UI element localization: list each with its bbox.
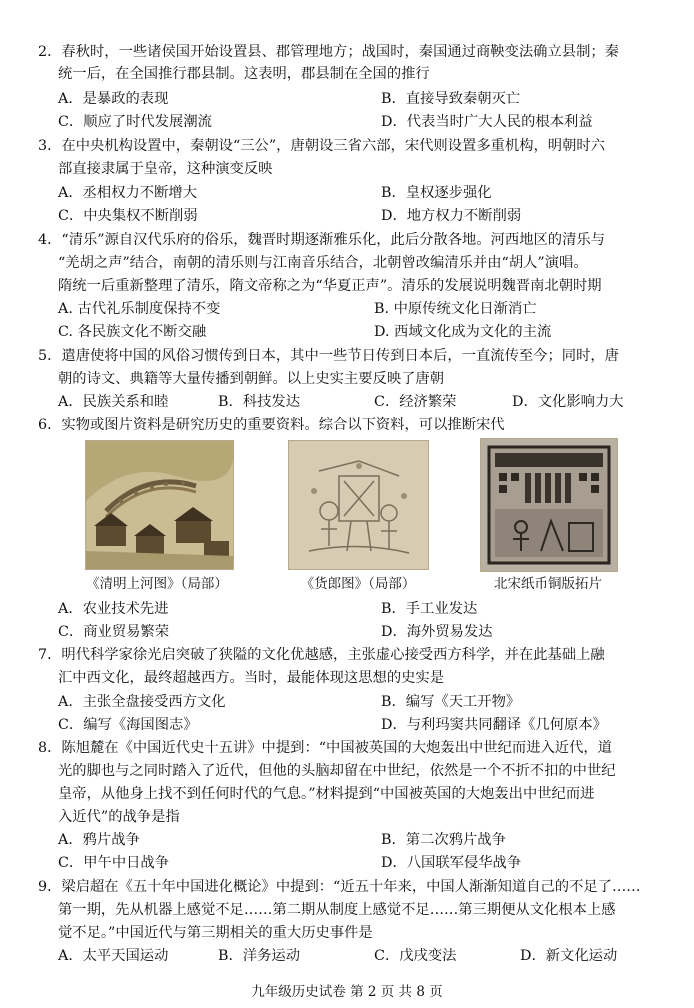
question-4-option-a: A. 古代礼乐制度保持不变	[58, 301, 221, 317]
question-5-option-c: C．经济繁荣	[374, 394, 457, 410]
question-5-option-d: D．文化影响力大	[512, 394, 624, 410]
question-3-option-a: A．丞相权力不断增大	[58, 185, 197, 201]
question-5-option-b: B．科技发达	[218, 394, 300, 410]
question-9-option-a: A．太平天国运动	[58, 948, 169, 964]
question-3-option-d: D．地方权力不断削弱	[381, 208, 522, 224]
question-2-line-1: 2．春秋时，一些诸侯国开始设置县、郡管理地方；战国时，秦国通过商鞅变法确立县制；秦	[38, 44, 619, 60]
question-3-line-1: 3．在中央机构设置中，秦朝设“三公”，唐朝设三省六部，宋代则设置多重机构，明朝时六	[38, 138, 605, 154]
question-7-option-b: B．编写《天工开物》	[381, 694, 521, 710]
question-7-line-1: 7．明代科学家徐光启突破了狭隘的文化优越感，主张虚心接受西方科学，并在此基础上融	[38, 647, 605, 663]
question-8-line-4: 入近代”的战争是指	[58, 809, 180, 825]
question-4-option-b: B. 中原传统文化日渐消亡	[374, 301, 537, 317]
question-4-option-d: D. 西域文化成为文化的主流	[374, 324, 552, 340]
question-7-line-2: 汇中西文化，最终超越西方。当时，最能体现这思想的史实是	[58, 670, 445, 686]
huolang-caption: 《货郎图》（局部）	[300, 576, 416, 592]
question-4-line-2: “羌胡之声”结合，南朝的清乐则与江南音乐结合，北朝曾改编清乐并由“胡人”演唱。	[58, 255, 588, 271]
question-2-option-a: A．是暴政的表现	[58, 91, 169, 107]
page-footer: 九年级历史试卷 第 2 页 共 8 页	[251, 984, 443, 1000]
question-2-option-d: D．代表当时广大人民的根本利益	[381, 114, 593, 130]
question-3-line-2: 部直接隶属于皇帝，这种演变反映	[58, 161, 273, 177]
question-6-option-d: D．海外贸易发达	[381, 624, 493, 640]
question-7-option-d: D．与利玛窦共同翻译《几何原本》	[381, 717, 607, 733]
question-6-line-1: 6．实物或图片资料是研究历史的重要资料。综合以下资料，可以推断宋代	[38, 417, 505, 433]
question-7-option-a: A．主张全盘接受西方文化	[58, 694, 226, 710]
question-8-option-b: B．第二次鸦片战争	[381, 832, 506, 848]
question-9-line-1: 9．梁启超在《五十年中国进化概论》中提到：“近五十年来，中国人渐渐知道自己的不足了……	[38, 879, 641, 895]
question-4-line-1: 4．“清乐”源自汉代乐府的俗乐，魏晋时期逐渐雅乐化，此后分散各地。河西地区的清乐与	[38, 232, 605, 248]
question-9-line-2: 第一期，先从机器上感觉不足……第二期从制度上感觉不足……第三期便从文化根本上感	[58, 902, 616, 918]
question-4-line-3: 隋统一后重新整理了清乐，隋文帝称之为“华夏正声”。清乐的发展说明魏晋南北朝时期	[58, 278, 602, 294]
question-9-option-d: D．新文化运动	[520, 948, 618, 964]
question-2-option-b: B．直接导致秦朝灭亡	[381, 91, 521, 107]
question-9-option-b: B．洋务运动	[218, 948, 300, 964]
question-7-option-c: C．编写《海国图志》	[58, 717, 198, 733]
question-8-option-c: C．甲午中日战争	[58, 855, 170, 871]
question-6-option-a: A．农业技术先进	[58, 601, 169, 617]
paper-money-caption: 北宋纸币铜版拓片	[494, 576, 602, 592]
huolang-painting-image	[288, 440, 429, 570]
question-2-option-c: C．顺应了时代发展潮流	[58, 114, 212, 130]
question-5-option-a: A．民族关系和睦	[58, 394, 169, 410]
question-6-option-b: B．手工业发达	[381, 601, 478, 617]
question-3-option-b: B．皇权逐步强化	[381, 185, 492, 201]
question-3-option-c: C．中央集权不断削弱	[58, 208, 198, 224]
qingming-painting-image	[85, 440, 234, 570]
paper-money-rubbing-image	[480, 438, 618, 572]
question-8-line-1: 8．陈旭麓在《中国近代史十五讲》中提到：“中国被英国的大炮轰出中世纪而进入近代，道	[38, 740, 612, 756]
question-8-line-3: 皇帝，从他身上找不到任何时代的气息。”材料提到“中国被英国的大炮轰出中世纪而进	[58, 786, 595, 802]
question-9-option-c: C．戊戌变法	[374, 948, 457, 964]
question-5-line-1: 5．遣唐使将中国的风俗习惯传到日本，其中一些节日传到日本后，一直流传至今；同时，唐	[38, 348, 619, 364]
question-4-option-c: C. 各民族文化不断交融	[58, 324, 207, 340]
question-5-line-2: 朝的诗文、典籍等大量传播到朝鲜。以上史实主要反映了唐朝	[58, 371, 445, 387]
qingming-caption: 《清明上河图》（局部）	[86, 576, 228, 592]
question-9-line-3: 觉不足。”中国近代与第三期相关的重大历史事件是	[58, 925, 373, 941]
question-2-line-2: 统一后，在全国推行郡县制。这表明，郡县制在全国的推行	[58, 66, 430, 82]
question-8-line-2: 光的脚也与之同时踏入了近代，但他的头脑却留在中世纪，依然是一个不折不扣的中世纪	[58, 763, 616, 779]
question-8-option-a: A．鸦片战争	[58, 832, 140, 848]
question-6-option-c: C．商业贸易繁荣	[58, 624, 170, 640]
question-8-option-d: D．八国联军侵华战争	[381, 855, 522, 871]
